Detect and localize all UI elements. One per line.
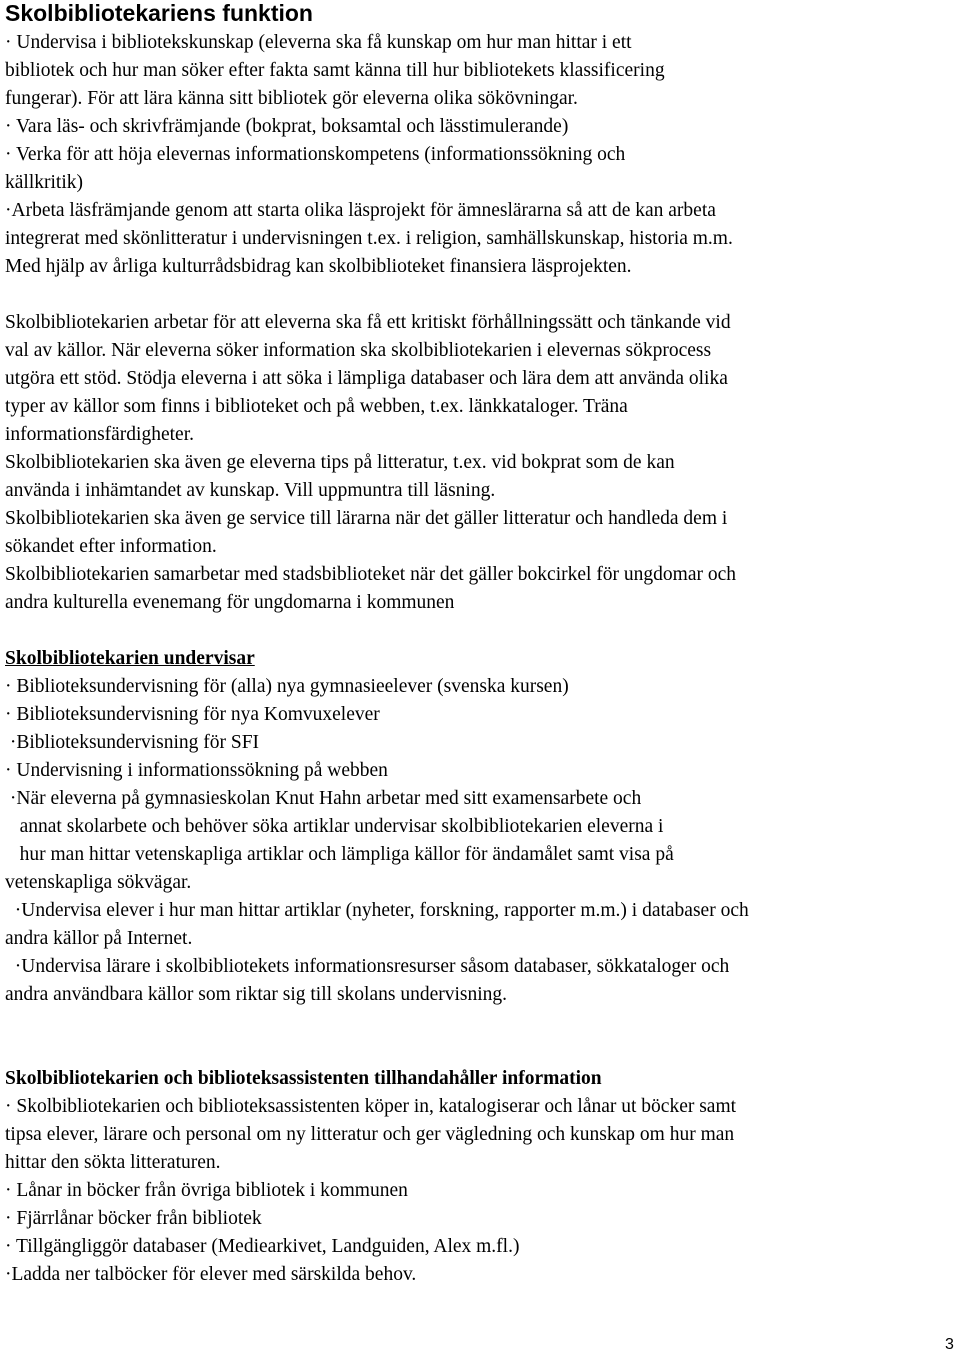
- paragraph-line: typer av källor som finns i biblioteket och på webben, t.ex. länkkataloger. Träna: [5, 396, 628, 417]
- information-line: ·Ladda ner talböcker för elever med särskilda behov.: [5, 1264, 417, 1285]
- function-line: Med hjälp av årliga kulturrådsbidrag kan skolbiblioteket finansiera läsprojekten.: [5, 256, 632, 277]
- teaching-line: ·Undervisa elever i hur man hittar artiklar (nyheter, forskning, rapporter m.m.) i databaser och: [5, 900, 749, 921]
- information-line: · Tillgängliggör databaser (Mediearkivet, Landguiden, Alex m.fl.): [5, 1236, 520, 1257]
- teaching-line: vetenskapliga sökvägar.: [5, 872, 192, 893]
- information-line: · Skolbibliotekarien och biblioteksassistenten köper in, katalogiserar och lånar ut böcker samt: [5, 1096, 737, 1117]
- section-heading-information: Skolbibliotekarien och biblioteksassistenten tillhandahåller information: [5, 1068, 602, 1089]
- function-line: · Undervisa i bibliotekskunskap (eleverna ska få kunskap om hur man hittar i ett: [5, 32, 632, 53]
- information-line: hittar den sökta litteraturen.: [5, 1152, 221, 1173]
- teaching-line: ·När eleverna på gymnasieskolan Knut Hahn arbetar med sitt examensarbete och: [5, 788, 642, 809]
- teaching-line: hur man hittar vetenskapliga artiklar och lämpliga källor för ändamålet samt visa på: [5, 844, 674, 865]
- function-line: ·Arbeta läsfrämjande genom att starta olika läsprojekt för ämneslärarna så att de kan arbeta: [5, 200, 716, 221]
- paragraph-line: andra kulturella evenemang för ungdomarna i kommunen: [5, 592, 455, 613]
- paragraph-line: använda i inhämtandet av kunskap. Vill uppmuntra till läsning.: [5, 480, 496, 501]
- teaching-line: andra användbara källor som riktar sig till skolans undervisning.: [5, 984, 508, 1005]
- page-number: 3: [945, 1336, 954, 1353]
- teaching-line: ·Biblioteksundervisning för SFI: [5, 732, 260, 753]
- teaching-line: annat skolarbete och behöver söka artiklar undervisar skolbibliotekarien eleverna i: [5, 816, 664, 837]
- function-line: integrerat med skönlitteratur i undervisningen t.ex. i religion, samhällskunskap, historia m.m.: [5, 228, 733, 249]
- function-line: · Vara läs- och skrivfrämjande (bokprat, boksamtal och lässtimulerande): [5, 116, 569, 137]
- paragraph-line: sökandet efter information.: [5, 536, 217, 557]
- page-title: Skolbibliotekariens funktion: [5, 0, 313, 26]
- function-line: fungerar). För att lära känna sitt bibliotek gör eleverna olika sökövningar.: [5, 88, 578, 109]
- paragraph-line: Skolbibliotekarien ska även ge service till lärarna när det gäller litteratur och handleda dem i: [5, 508, 728, 529]
- paragraph-line: utgöra ett stöd. Stödja eleverna i att söka i lämpliga databaser och lära dem att använda olika: [5, 368, 728, 389]
- function-line: källkritik): [5, 172, 83, 193]
- information-line: tipsa elever, lärare och personal om ny litteratur och ger vägledning och kunskap om hur man: [5, 1124, 735, 1145]
- teaching-line: ·Undervisa lärare i skolbibliotekets informationsresurser såsom databaser, sökkataloger och: [5, 956, 730, 977]
- function-line: bibliotek och hur man söker efter fakta samt känna till hur bibliotekets klassificering: [5, 60, 665, 81]
- teaching-line: · Biblioteksundervisning för (alla) nya gymnasieelever (svenska kursen): [5, 676, 569, 697]
- teaching-line: · Biblioteksundervisning för nya Komvuxelever: [5, 704, 380, 725]
- paragraph-line: val av källor. När eleverna söker information ska skolbibliotekarien i elevernas sökprocess: [5, 340, 712, 361]
- teaching-line: andra källor på Internet.: [5, 928, 193, 949]
- paragraph-line: Skolbibliotekarien ska även ge eleverna tips på litteratur, t.ex. vid bokprat som de kan: [5, 452, 675, 473]
- paragraph-line: informationsfärdigheter.: [5, 424, 194, 445]
- function-line: · Verka för att höja elevernas informationskompetens (informationssökning och: [5, 144, 626, 165]
- section-heading-undervisar: Skolbibliotekarien undervisar: [5, 648, 255, 669]
- information-line: · Lånar in böcker från övriga bibliotek i kommunen: [5, 1180, 408, 1201]
- paragraph-line: Skolbibliotekarien arbetar för att eleverna ska få ett kritiskt förhållningssätt och tänkande vid: [5, 312, 731, 333]
- teaching-line: · Undervisning i informationssökning på webben: [5, 760, 388, 781]
- paragraph-line: Skolbibliotekarien samarbetar med stadsbiblioteket när det gäller bokcirkel för ungdomar och: [5, 564, 737, 585]
- information-line: · Fjärrlånar böcker från bibliotek: [5, 1208, 262, 1229]
